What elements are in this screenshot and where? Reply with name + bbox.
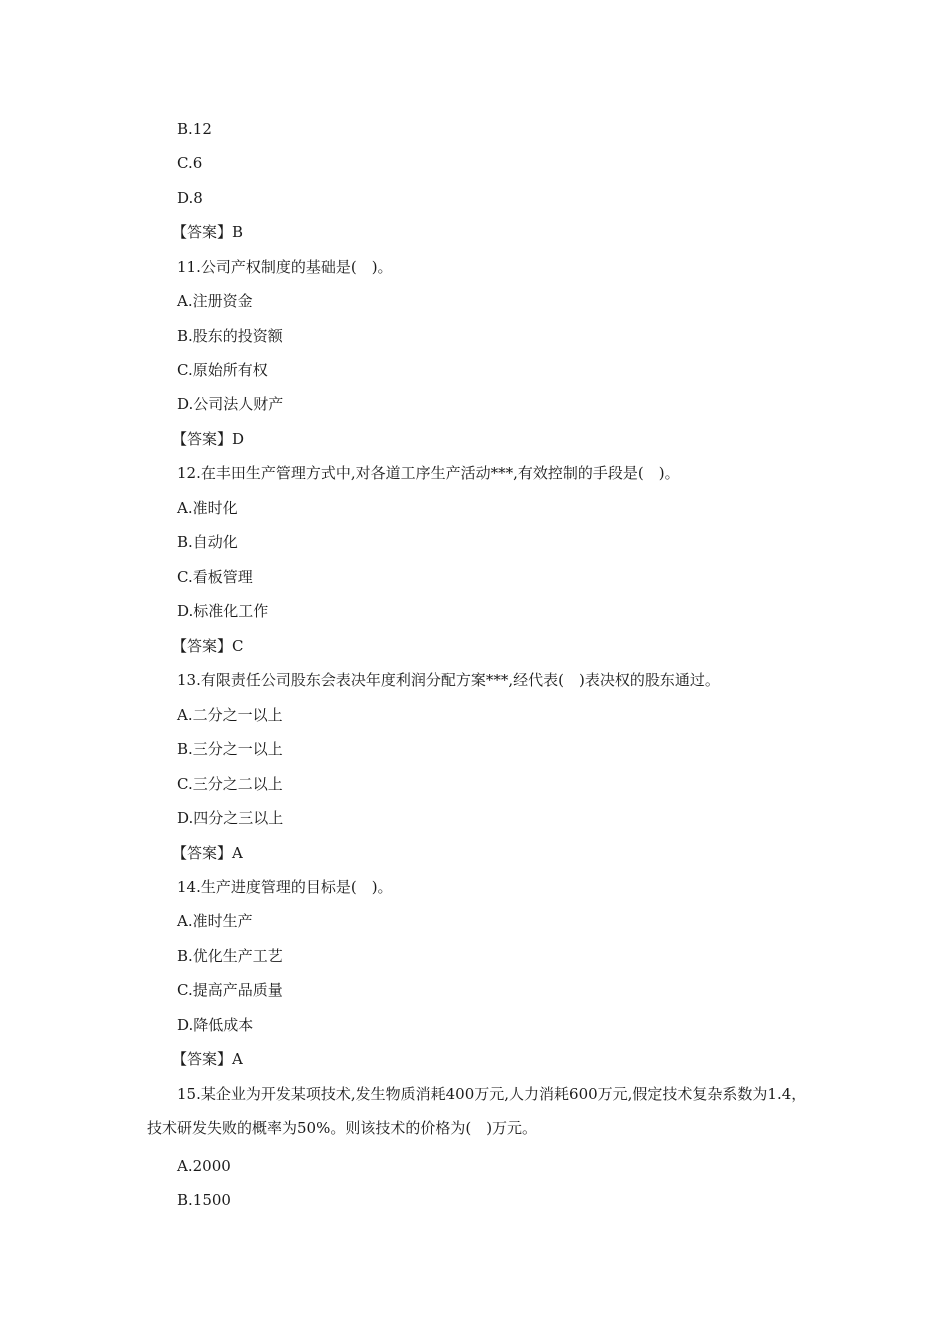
question-13: 13.有限责任公司股东会表决年度利润分配方案***,经代表( )表决权的股东通过。 <box>177 671 720 689</box>
option-d: D.8 <box>177 189 203 207</box>
answer-line: 【答案】D <box>172 430 245 448</box>
option-c: C.看板管理 <box>177 568 253 586</box>
option-c: C.三分之二以上 <box>177 775 283 793</box>
option-b: B.优化生产工艺 <box>177 947 283 965</box>
answer-line: 【答案】C <box>172 637 244 655</box>
option-a: A.2000 <box>177 1157 231 1175</box>
question-11: 11.公司产权制度的基础是( )。 <box>177 258 393 276</box>
option-c: C.原始所有权 <box>177 361 268 379</box>
option-d: D.公司法人财产 <box>177 395 284 413</box>
question-15: 15.某企业为开发某项技术,发生物质消耗400万元,人力消耗600万元,假定技术复杂系数为1.4，技术研发失败的概率为50%。则该技术的价格为( )万元。 <box>147 1085 807 1137</box>
option-c: C.提高产品质量 <box>177 981 283 999</box>
option-c: C.6 <box>177 154 203 172</box>
question-12: 12.在丰田生产管理方式中,对各道工序生产活动***,有效控制的手段是( )。 <box>177 464 680 482</box>
answer-line: 【答案】A <box>172 1050 243 1068</box>
option-a: A.准时生产 <box>177 912 253 930</box>
option-d: D.标准化工作 <box>177 602 269 620</box>
option-a: A.注册资金 <box>177 292 253 310</box>
option-b: B.1500 <box>177 1191 231 1209</box>
option-d: D.降低成本 <box>177 1016 254 1034</box>
question-14: 14.生产进度管理的目标是( )。 <box>177 878 393 896</box>
answer-line: 【答案】B <box>172 223 244 241</box>
option-b: B.12 <box>177 120 212 138</box>
option-a: A.二分之一以上 <box>177 706 283 724</box>
option-b: B.自动化 <box>177 533 238 551</box>
option-b: B.三分之一以上 <box>177 740 283 758</box>
option-a: A.准时化 <box>177 499 238 517</box>
option-b: B.股东的投资额 <box>177 327 283 345</box>
option-d: D.四分之三以上 <box>177 809 284 827</box>
answer-line: 【答案】A <box>172 844 243 862</box>
